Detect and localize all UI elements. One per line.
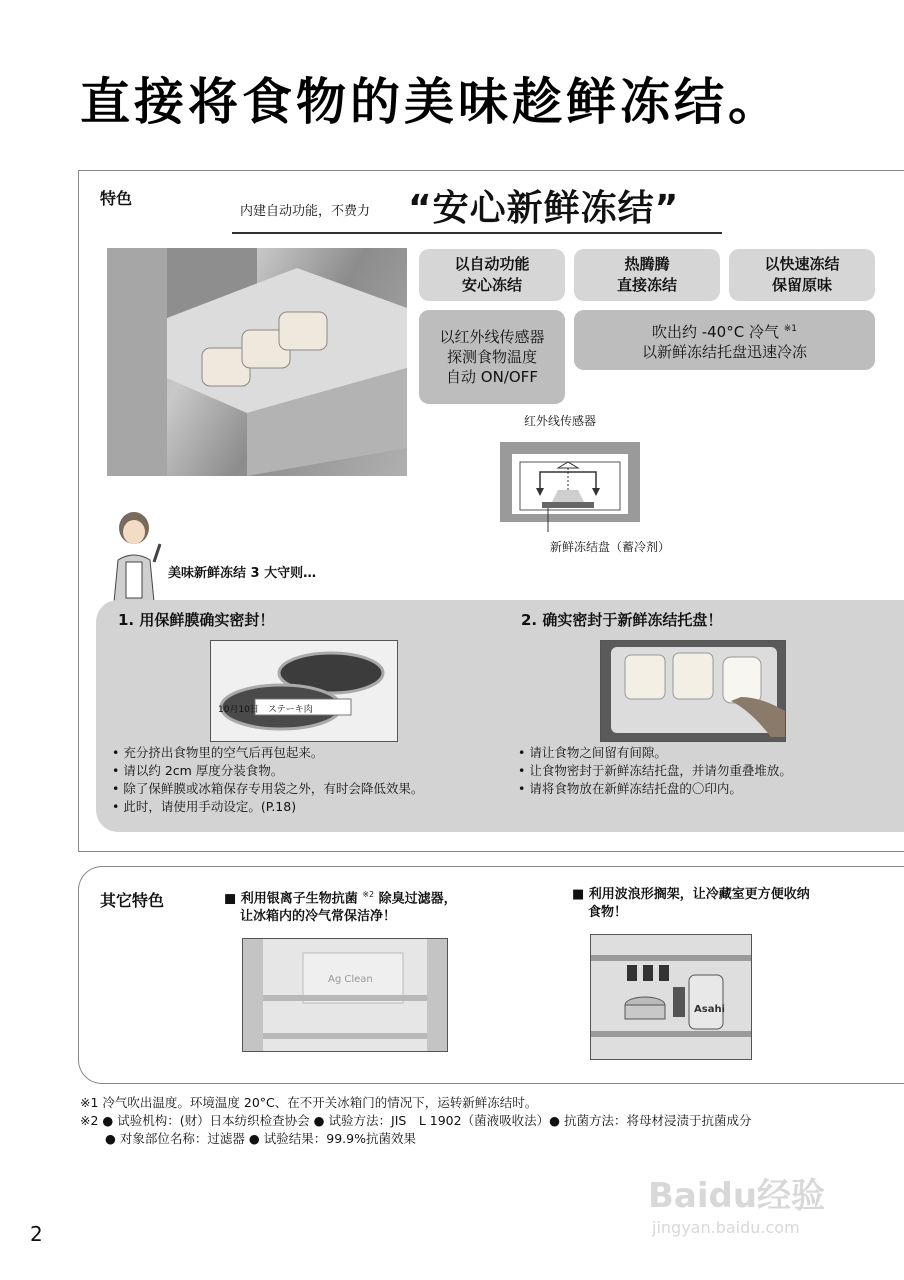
feature-box-line: 以自动功能 [454,255,530,273]
other-features-label: 其它特色 [100,891,165,910]
rule-2-bullets [518,744,792,798]
footnote-mark: ※2 [362,890,375,899]
list-item: • 此时，请使用手动设定。(P.18) [112,798,423,816]
sensor-line: 以红外线传感器 [439,328,545,346]
cold-air-line: 吹出约 -40°C 冷气 [651,322,779,341]
fridge-drawer-photo [107,248,407,476]
steak-label: 10月10日 ステーキ肉 [218,705,313,715]
headline-underline [232,232,722,234]
feature-box-line: 保留原味 [771,276,832,294]
tray-label: 新鲜冻结盘（蓄冷剂） [550,540,671,554]
presenter-illustration [104,510,164,602]
other-item-2-title [572,886,810,922]
cold-air-line: 以新鲜冻结托盘迅速冷冻 [641,342,807,361]
list-item: • 让食物密封于新鲜冻结托盘，并请勿重叠堆放。 [518,762,792,780]
freezer-diagram [500,432,645,532]
feature-box-line: 安心冻结 [461,276,522,294]
feature-box-auto [419,249,565,301]
feature-box-fast [729,249,875,301]
feature-label: 特色 [100,189,133,208]
other-item-text: 除臭过滤器， [378,891,457,907]
footnote-mark: ※1 [783,323,798,334]
feature-subtitle: 内建自动功能，不费力 [240,204,371,219]
sensor-label: 红外线传感器 [524,414,597,428]
baidu-watermark-logo: Baidu经验 [648,1176,826,1216]
rule-1-title: 1. 用保鲜膜确实密封！ [118,611,275,629]
rule-2-title: 2. 确实密封于新鲜冻结托盘！ [521,611,723,629]
list-item: • 充分挤出食物里的空气后再包起来。 [112,744,423,762]
feature-headline: “安心新鲜冻结” [408,188,680,229]
other-item-text: ■ 利用波浪形搁架，让冷藏室更方便收纳 [572,887,810,902]
sensor-info-box [419,310,565,404]
footnote-2-cont: ● 对象部位名称：过滤器 ● 试验结果：99.9%抗菌效果 [80,1131,416,1146]
wrapped-steak-photo [210,640,398,742]
asahi-can-text: Asahi [694,1004,725,1015]
ag-clean-text: Ag Clean [328,974,373,985]
sensor-line: 探测食物温度 [446,348,537,366]
list-item: • 请以约 2cm 厚度分装食物。 [112,762,423,780]
page-number: 2 [30,1222,43,1246]
sensor-line: 自动 ON/OFF [446,368,538,386]
footnote-2: ※2 ● 试验机构：(财）日本纺织检查协会 ● 试验方法：JIS L 1902（菌液吸收法）● 抗菌方法：将母材浸渍于抗菌成分 [80,1113,752,1128]
cold-air-info-box [574,310,875,370]
freezing-tray-photo [600,640,786,742]
other-item-text: 食物！ [588,905,628,920]
ag-filter-photo [242,938,448,1052]
rule-1-bullets [112,744,423,816]
baidu-watermark-url: jingyan.baidu.com [652,1218,800,1237]
list-item: • 请让食物之间留有间隙。 [518,744,792,762]
list-item: • 除了保鲜膜或冰箱保存专用袋之外，有时会降低效果。 [112,780,423,798]
rules-intro: 美味新鲜冻结 3 大守则… [168,566,317,581]
list-item: • 请将食物放在新鲜冻结托盘的〇印内。 [518,780,792,798]
page-title: 直接将食物的美味趁鲜冻结。 [80,73,782,131]
feature-box-line: 直接冻结 [616,276,677,294]
wave-shelf-photo [590,934,752,1060]
other-item-text: ■ 利用银离子生物抗菌 [224,891,358,907]
footnote-1: ※1 冷气吹出温度。环境温度 20°C、在不开关冰箱门的情况下，运转新鲜冻结时。 [80,1095,538,1110]
feature-box-hot [574,249,720,301]
other-item-text: 让冰箱内的冷气常保洁净！ [240,909,397,925]
feature-box-line: 以快速冻结 [764,255,840,273]
feature-box-line: 热腾腾 [624,255,670,273]
other-item-1-title [224,886,457,926]
